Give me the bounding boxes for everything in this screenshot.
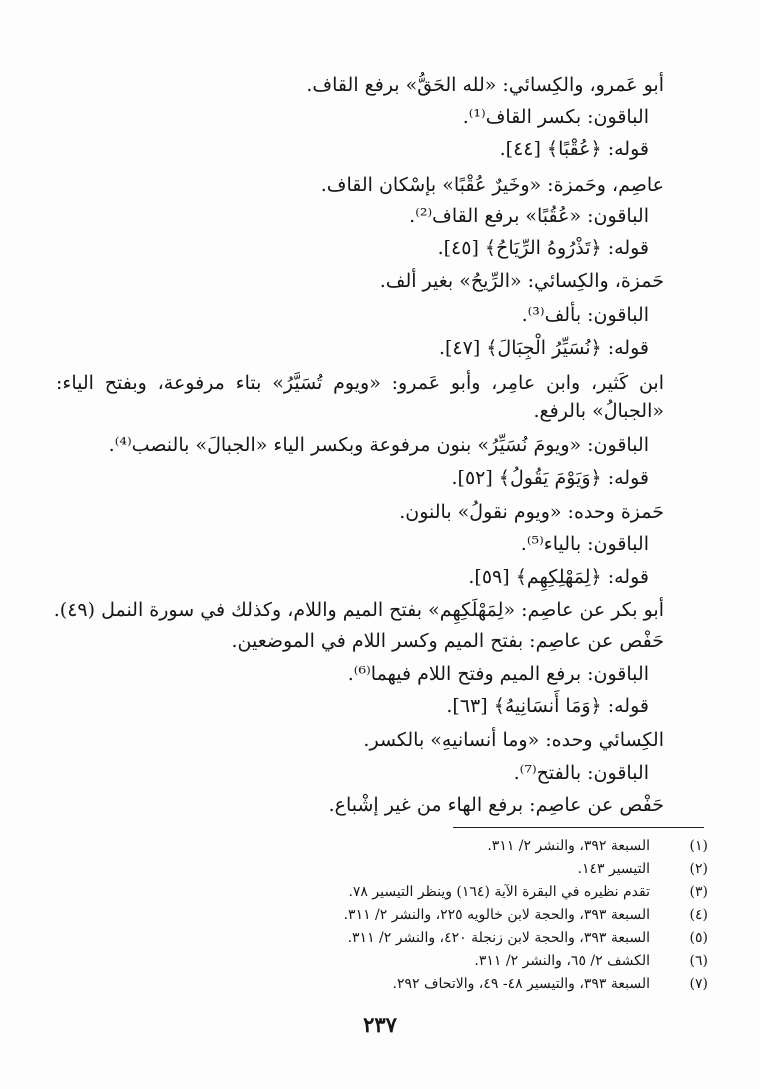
verse-heading: قوله: ﴿وَمَا أَنسَانِيهُ﴾ [٦٣].	[446, 695, 649, 717]
text-line: الباقون: برفع الميم وفتح اللام فيهما⁽⁶⁾.	[347, 663, 649, 685]
footnote-separator	[453, 827, 704, 828]
footnote	[393, 972, 708, 996]
verse-heading: قوله: ﴿لِمَهْلِكِهِم﴾ [٥٩].	[468, 566, 649, 588]
text-line: الباقون: «عُقُبًا» برفع القاف⁽²⁾.	[409, 205, 649, 227]
footnote-text: السبعة ٣٩٢، والنشر ٢/ ٣١١.	[487, 838, 650, 854]
footnote	[348, 880, 708, 904]
text-line: حَفْص عن عاصِم: بفتح الميم وكسر اللام في الموضعين.	[231, 630, 664, 652]
footnote-number: (٧)	[689, 976, 708, 992]
text-line: الكِسائي وحده: «وما أنسانيهِ» بالكسر.	[363, 729, 664, 751]
footnote-number: (٥)	[689, 930, 708, 946]
footnote	[348, 926, 708, 950]
footnote	[344, 903, 708, 927]
text-line: الباقون: «ويومَ نُسَيِّرُ» بنون مرفوعة وبكسر الياء «الجبالَ» بالنصب⁽⁴⁾.	[108, 434, 649, 456]
footnote-number: (٤)	[689, 907, 708, 923]
text-line: الباقون: بالياء⁽⁵⁾.	[520, 533, 649, 555]
verse-heading: قوله: ﴿وَيَوْمَ يَقُولُ﴾ [٥٢].	[451, 467, 649, 489]
text-line: عاصِم، وحَمزة: «وخَيرٌ عُقْبًا» بإسْكان القاف.	[320, 174, 664, 196]
footnote-number: (١)	[689, 838, 708, 854]
verse-heading: قوله: ﴿عُقْبًا﴾ [٤٤].	[499, 138, 649, 160]
text-line: ابن كَثير، وابن عامِر، وأبو عَمرو: «ويوم تُسَيَّرُ» بتاء مرفوعة، وبفتح الياء:	[56, 372, 664, 394]
footnote	[577, 857, 708, 881]
text-line: «الجبالُ» بالرفع.	[533, 400, 664, 422]
verse-heading: قوله: ﴿نُسَيِّرُ الْجِبَالَ﴾ [٤٧].	[438, 337, 649, 359]
text-line: أبو بكر عن عاصِم: «لِمَهْلَكِهِم» بفتح الميم واللام، وكذلك في سورة النمل (٤٩).	[53, 599, 664, 621]
text-line: الباقون: بكسر القاف⁽¹⁾.	[462, 106, 649, 128]
footnote	[474, 949, 708, 973]
text-line: حَفْص عن عاصِم: برفع الهاء من غير إشْباع.	[328, 794, 664, 816]
text-line: حَمزة، والكِسائي: «الرِّيحُ» بغير ألف.	[379, 270, 664, 292]
text-line: حَمزة وحده: «ويوم نقولُ» بالنون.	[399, 501, 664, 523]
footnote-text: التيسير ١٤٣.	[577, 861, 650, 877]
verse-heading: قوله: ﴿تَذْرُوهُ الرِّيَاحُ﴾ [٤٥].	[437, 237, 649, 259]
footnote-text: تقدم نظيره في البقرة الآية (١٦٤) وينظر التيسير ٧٨.	[348, 884, 650, 900]
footnote-text: الكشف ٢/ ٦٥، والنشر ٢/ ٣١١.	[474, 953, 650, 969]
footnote-text: السبعة ٣٩٣، والحجة لابن زنجلة ٤٢٠، والنشر ٢/ ٣١١.	[347, 930, 650, 946]
text-line: الباقون: بالفتح⁽⁷⁾.	[513, 762, 649, 784]
text-line: الباقون: بألف⁽³⁾.	[521, 304, 649, 326]
text-line: أبو عَمرو، والكِسائي: «لله الحَقُّ» برفع القاف.	[306, 74, 664, 96]
footnote	[487, 834, 708, 858]
footnote-number: (٣)	[689, 884, 708, 900]
footnote-number: (٦)	[689, 953, 708, 969]
page-number: ٢٣٧	[363, 1012, 397, 1037]
footnote-text: السبعة ٣٩٣، والحجة لابن خالويه ٢٢٥، والنشر ٢/ ٣١١.	[343, 907, 650, 923]
footnote-number: (٢)	[689, 861, 708, 877]
footnote-text: السبعة ٣٩٣، والتيسير ٤٨- ٤٩، والاتحاف ٢٩٢.	[392, 976, 650, 992]
